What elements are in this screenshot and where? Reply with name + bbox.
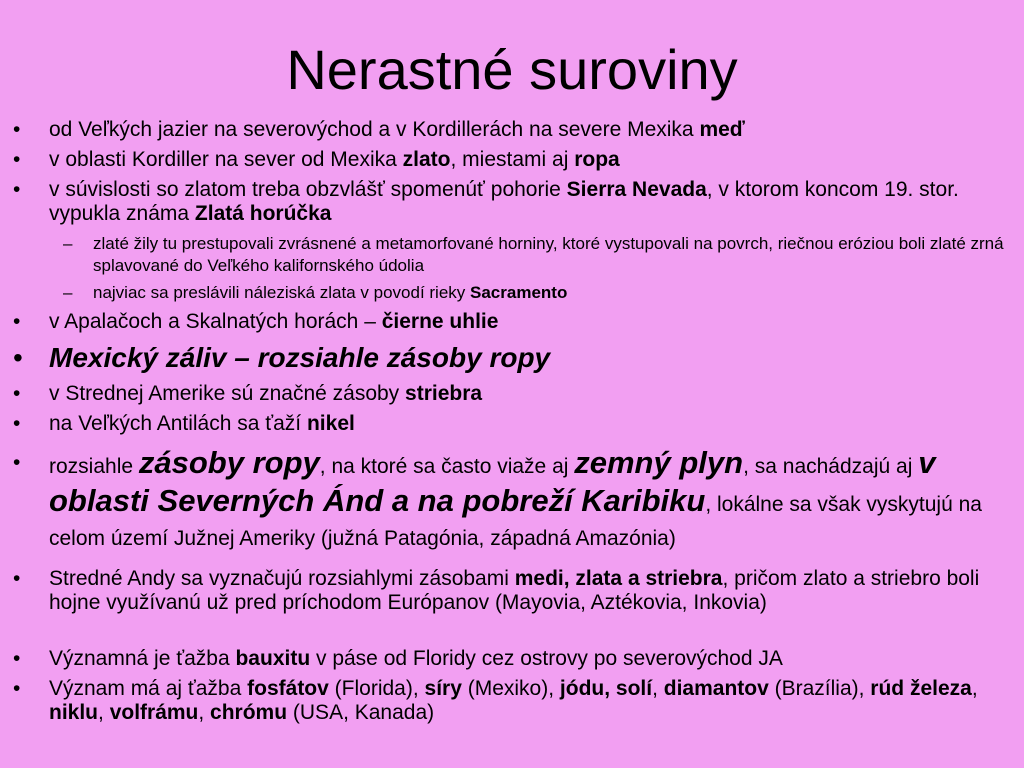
bullet-item: • na Veľkých Antilách sa ťaží nikel <box>13 412 355 435</box>
bullet-item: • v Strednej Amerike sú značné zásoby striebra <box>13 382 483 405</box>
bullet-marker: • <box>13 412 21 435</box>
bullet-marker: • <box>13 342 23 373</box>
bullet-marker: • <box>13 567 21 590</box>
bullet-item: • Významná je ťažba bauxitu v páse od Floridy cez ostrovy po severovýchod JA <box>13 647 783 670</box>
bullet-marker: • <box>13 178 21 201</box>
slide-title: Nerastné suroviny <box>286 38 738 101</box>
bullet-marker: • <box>13 148 21 171</box>
sub-bullet-item: – zlaté žily tu prestupovali zvrásnené a metamorfované horniny, ktoré vystupovali na povrch, riečnou eróziou boli zlaté zrná splavované do Veľkého kalifornského údolia <box>63 234 1004 275</box>
bullet-item: • v Apalačoch a Skalnatých horách – čierne uhlie <box>13 310 499 333</box>
bullet-marker: • <box>13 677 21 700</box>
sub-bullet-item: – najviac sa preslávili náleziská zlata v povodí rieky Sacramento <box>63 283 568 302</box>
bullet-item: • v oblasti Kordiller na sever od Mexika zlato, miestami aj ropa <box>13 148 620 171</box>
bullet-item: • Stredné Andy sa vyznačujú rozsiahlymi zásobami medi, zlata a striebra, pričom zlato a striebro boli hojne využívanú už pred príchodom Európanov (Mayovia, Aztékovia, Inkovia) <box>13 567 980 614</box>
bullet-marker: • <box>13 647 21 670</box>
dash-marker: – <box>63 283 73 302</box>
bullet-item: • od Veľkých jazier na severovýchod a v Kordillerách na severe Mexika meď <box>13 118 745 141</box>
bullet-marker: • <box>13 451 21 474</box>
dash-marker: – <box>63 234 73 253</box>
bullet-marker: • <box>13 382 21 405</box>
bullet-marker: • <box>13 118 21 141</box>
bullet-item: • rozsiahle zásoby ropy, na ktoré sa často viaže aj zemný plyn, sa nachádzajú aj v oblasti Severných Ánd a na pobreží Karibiku, lokálne sa však vyskytujú na celom území Južnej Ameriky (južná Patagónia, západná Amazónia) <box>13 445 982 550</box>
bullet-marker: • <box>13 310 21 333</box>
highlight-bullet-item: • Mexický záliv – rozsiahle zásoby ropy <box>13 342 551 373</box>
bullet-item: • v súvislosti so zlatom treba obzvlášť spomenúť pohorie Sierra Nevada, v ktorom koncom 19. stor. vypukla známa Zlatá horúčka <box>13 178 959 225</box>
bullet-item: • Význam má aj ťažba fosfátov (Florida), síry (Mexiko), jódu, solí, diamantov (Brazília), rúd železa, niklu, volfrámu, chrómu (USA, Kanada) <box>13 677 978 724</box>
